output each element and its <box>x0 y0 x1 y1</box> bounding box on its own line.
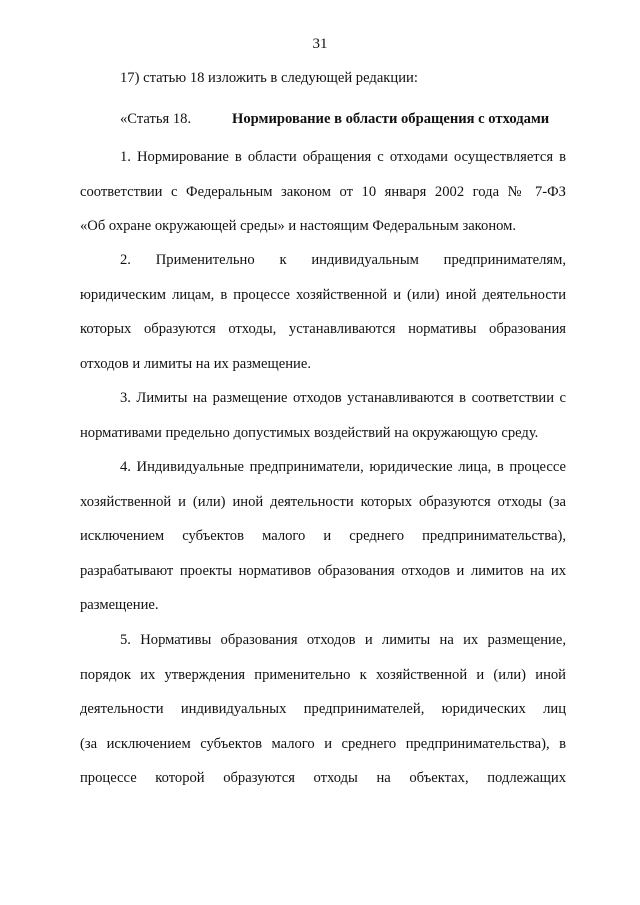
paragraph-line: которых образуются отходы, устанавливаются нормативы образования <box>80 321 566 337</box>
paragraph-5 <box>80 623 566 796</box>
paragraph-1 <box>80 140 566 244</box>
paragraph-line: отходов и лимиты на их размещение. <box>80 355 311 372</box>
paragraph-line: размещение. <box>80 597 159 613</box>
article-title: Нормирование в области обращения с отходами <box>232 111 550 127</box>
paragraph-3 <box>80 381 566 450</box>
paragraph-line: 2. Применительно к индивидуальным предпринимателям, <box>120 252 566 268</box>
paragraph-line: «Об охране окружающей среды» и настоящим Федеральным законом. <box>80 218 517 234</box>
article-label: «Статья 18. <box>120 111 192 127</box>
paragraph-line: 3. Лимиты на размещение отходов устанавливаются в соответствии с <box>120 390 566 406</box>
paragraph-line: (за исключением субъектов малого и среднего предпринимательства), в <box>80 735 566 752</box>
paragraph-line: процессе которой образуются отходы на объектах, подлежащих <box>80 770 566 786</box>
paragraph-line: разрабатывают проекты нормативов образования отходов и лимитов на их <box>80 562 566 579</box>
paragraph-2 <box>80 243 566 381</box>
paragraph-line: хозяйственной и (или) иной деятельности которых образуются отходы (за <box>80 493 566 510</box>
paragraph-line: соответствии с Федеральным законом от 10 января 2002 года № 7-ФЗ <box>80 183 566 200</box>
intro-block <box>80 61 566 96</box>
paragraph-line: исключением субъектов малого и среднего предпринимательства), <box>80 528 566 544</box>
page-number: 31 <box>312 36 328 52</box>
paragraph-line: 1. Нормирование в области обращения с отходами осуществляется в <box>120 149 566 165</box>
paragraph-line: порядок их утверждения применительно к хозяйственной и (или) иной <box>80 666 566 683</box>
paragraph-line: юридическим лицам, в процессе хозяйственной и (или) иной деятельности <box>80 286 566 303</box>
paragraph-line: 5. Нормативы образования отходов и лимиты на их размещение, <box>120 632 566 648</box>
intro-line: 17) статью 18 изложить в следующей редакции: <box>120 70 418 86</box>
paragraph-line: нормативами предельно допустимых воздействий на окружающую среду. <box>80 424 539 441</box>
article-heading <box>80 102 566 137</box>
paragraph-line: 4. Индивидуальные предприниматели, юридические лица, в процессе <box>120 459 566 475</box>
paragraph-4 <box>80 450 566 623</box>
paragraph-line: деятельности индивидуальных предпринимателей, юридических лиц <box>80 701 566 717</box>
